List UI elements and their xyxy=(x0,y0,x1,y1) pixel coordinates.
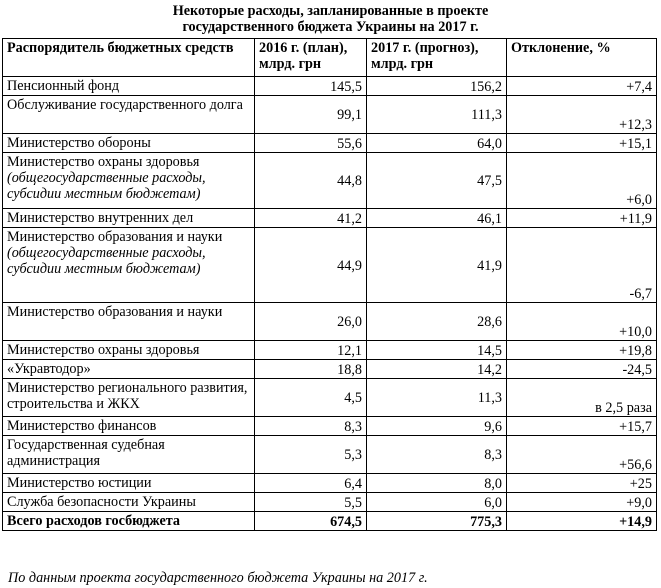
row-name xyxy=(3,341,255,360)
table-row xyxy=(3,134,657,153)
source-note: По данным проекта государственного бюджета Украины на 2017 г. xyxy=(8,570,428,586)
row-deviation: +25 xyxy=(507,474,657,493)
row-name xyxy=(3,228,255,303)
table-row xyxy=(3,96,657,134)
row-value-2016: 99,1 xyxy=(255,96,367,134)
row-deviation: +15,1 xyxy=(507,134,657,153)
row-name-text: Министерство охраны здоровья xyxy=(7,342,200,358)
row-value-2016: 55,6 xyxy=(255,134,367,153)
row-name-text: Государственная судебная администрация xyxy=(7,437,165,469)
total-value-2017: 775,3 xyxy=(367,512,507,531)
row-value-2017: 14,2 xyxy=(367,360,507,379)
row-name xyxy=(3,417,255,436)
table-row xyxy=(3,436,657,474)
table-row xyxy=(3,228,657,303)
row-name-text: Министерство образования и науки xyxy=(7,229,223,245)
row-deviation: +7,4 xyxy=(507,77,657,96)
header-spender: Распорядитель бюджетных средств xyxy=(3,39,255,77)
header-deviation: Отклонение, % xyxy=(507,39,657,77)
header-2016: 2016 г. (план), млрд. грн xyxy=(255,39,367,77)
row-value-2016: 5,3 xyxy=(255,436,367,474)
row-name-text: Обслуживание государственного долга xyxy=(7,97,243,113)
row-name-text: Министерство образования и науки xyxy=(7,304,223,320)
table-row xyxy=(3,474,657,493)
row-name xyxy=(3,493,255,512)
row-name-text: Служба безопасности Украины xyxy=(7,494,196,510)
row-value-2017: 111,3 xyxy=(367,96,507,134)
table-row xyxy=(3,303,657,341)
table-title xyxy=(0,3,661,35)
row-value-2017: 8,0 xyxy=(367,474,507,493)
row-name-text: «Укравтодор» xyxy=(7,361,91,377)
row-value-2017: 156,2 xyxy=(367,77,507,96)
row-deviation: +6,0 xyxy=(507,153,657,209)
row-deviation: -24,5 xyxy=(507,360,657,379)
row-name xyxy=(3,360,255,379)
row-value-2016: 145,5 xyxy=(255,77,367,96)
row-deviation: +9,0 xyxy=(507,493,657,512)
row-value-2016: 26,0 xyxy=(255,303,367,341)
row-name-text: Министерство юстиции xyxy=(7,475,152,491)
row-value-2016: 44,8 xyxy=(255,153,367,209)
table-row xyxy=(3,209,657,228)
row-name xyxy=(3,77,255,96)
row-name xyxy=(3,96,255,134)
row-name xyxy=(3,474,255,493)
table-row xyxy=(3,379,657,417)
row-name xyxy=(3,209,255,228)
row-deviation: +12,3 xyxy=(507,96,657,134)
row-name-note: (общегосударственные расходы, субсидии местным бюджетам) xyxy=(7,170,206,202)
row-deviation: -6,7 xyxy=(507,228,657,303)
row-value-2016: 4,5 xyxy=(255,379,367,417)
row-value-2016: 44,9 xyxy=(255,228,367,303)
row-value-2017: 47,5 xyxy=(367,153,507,209)
row-name-text: Министерство охраны здоровья xyxy=(7,154,200,170)
header-row xyxy=(3,39,657,77)
total-value-2016: 674,5 xyxy=(255,512,367,531)
row-value-2017: 6,0 xyxy=(367,493,507,512)
table-body xyxy=(3,77,657,531)
header-2017: 2017 г. (прогноз), млрд. грн xyxy=(367,39,507,77)
row-value-2016: 8,3 xyxy=(255,417,367,436)
row-value-2016: 41,2 xyxy=(255,209,367,228)
row-deviation: +19,8 xyxy=(507,341,657,360)
table-row xyxy=(3,153,657,209)
row-deviation: +56,6 xyxy=(507,436,657,474)
row-value-2017: 11,3 xyxy=(367,379,507,417)
row-deviation: +10,0 xyxy=(507,303,657,341)
row-value-2017: 8,3 xyxy=(367,436,507,474)
table-row xyxy=(3,77,657,96)
row-name xyxy=(3,134,255,153)
row-name-note: (общегосударственные расходы, субсидии местным бюджетам) xyxy=(7,245,206,277)
row-value-2017: 28,6 xyxy=(367,303,507,341)
table-row xyxy=(3,493,657,512)
row-name-text: Пенсионный фонд xyxy=(7,78,120,94)
table-title-line-2: государственного бюджета Украины на 2017 г. xyxy=(182,19,479,35)
row-value-2016: 6,4 xyxy=(255,474,367,493)
row-value-2017: 41,9 xyxy=(367,228,507,303)
row-deviation: в 2,5 раза xyxy=(507,379,657,417)
row-value-2016: 18,8 xyxy=(255,360,367,379)
total-row xyxy=(3,512,657,531)
table-row xyxy=(3,360,657,379)
row-value-2017: 9,6 xyxy=(367,417,507,436)
row-value-2017: 64,0 xyxy=(367,134,507,153)
row-deviation: +15,7 xyxy=(507,417,657,436)
row-name-text: Министерство финансов xyxy=(7,418,157,434)
table-title-line-1: Некоторые расходы, запланированные в проекте xyxy=(172,3,489,19)
row-deviation: +11,9 xyxy=(507,209,657,228)
row-name-text: Министерство внутренних дел xyxy=(7,210,194,226)
row-name-text: Министерство регионального развития, строительства и ЖКХ xyxy=(7,380,248,412)
table-row xyxy=(3,341,657,360)
row-name xyxy=(3,379,255,417)
table-row xyxy=(3,417,657,436)
row-value-2017: 46,1 xyxy=(367,209,507,228)
row-value-2016: 5,5 xyxy=(255,493,367,512)
total-deviation: +14,9 xyxy=(507,512,657,531)
row-value-2017: 14,5 xyxy=(367,341,507,360)
row-name xyxy=(3,436,255,474)
budget-table xyxy=(2,38,657,531)
row-name-text: Министерство обороны xyxy=(7,135,151,151)
row-name xyxy=(3,303,255,341)
row-name xyxy=(3,153,255,209)
row-value-2016: 12,1 xyxy=(255,341,367,360)
total-name: Всего расходов госбюджета xyxy=(3,512,255,531)
